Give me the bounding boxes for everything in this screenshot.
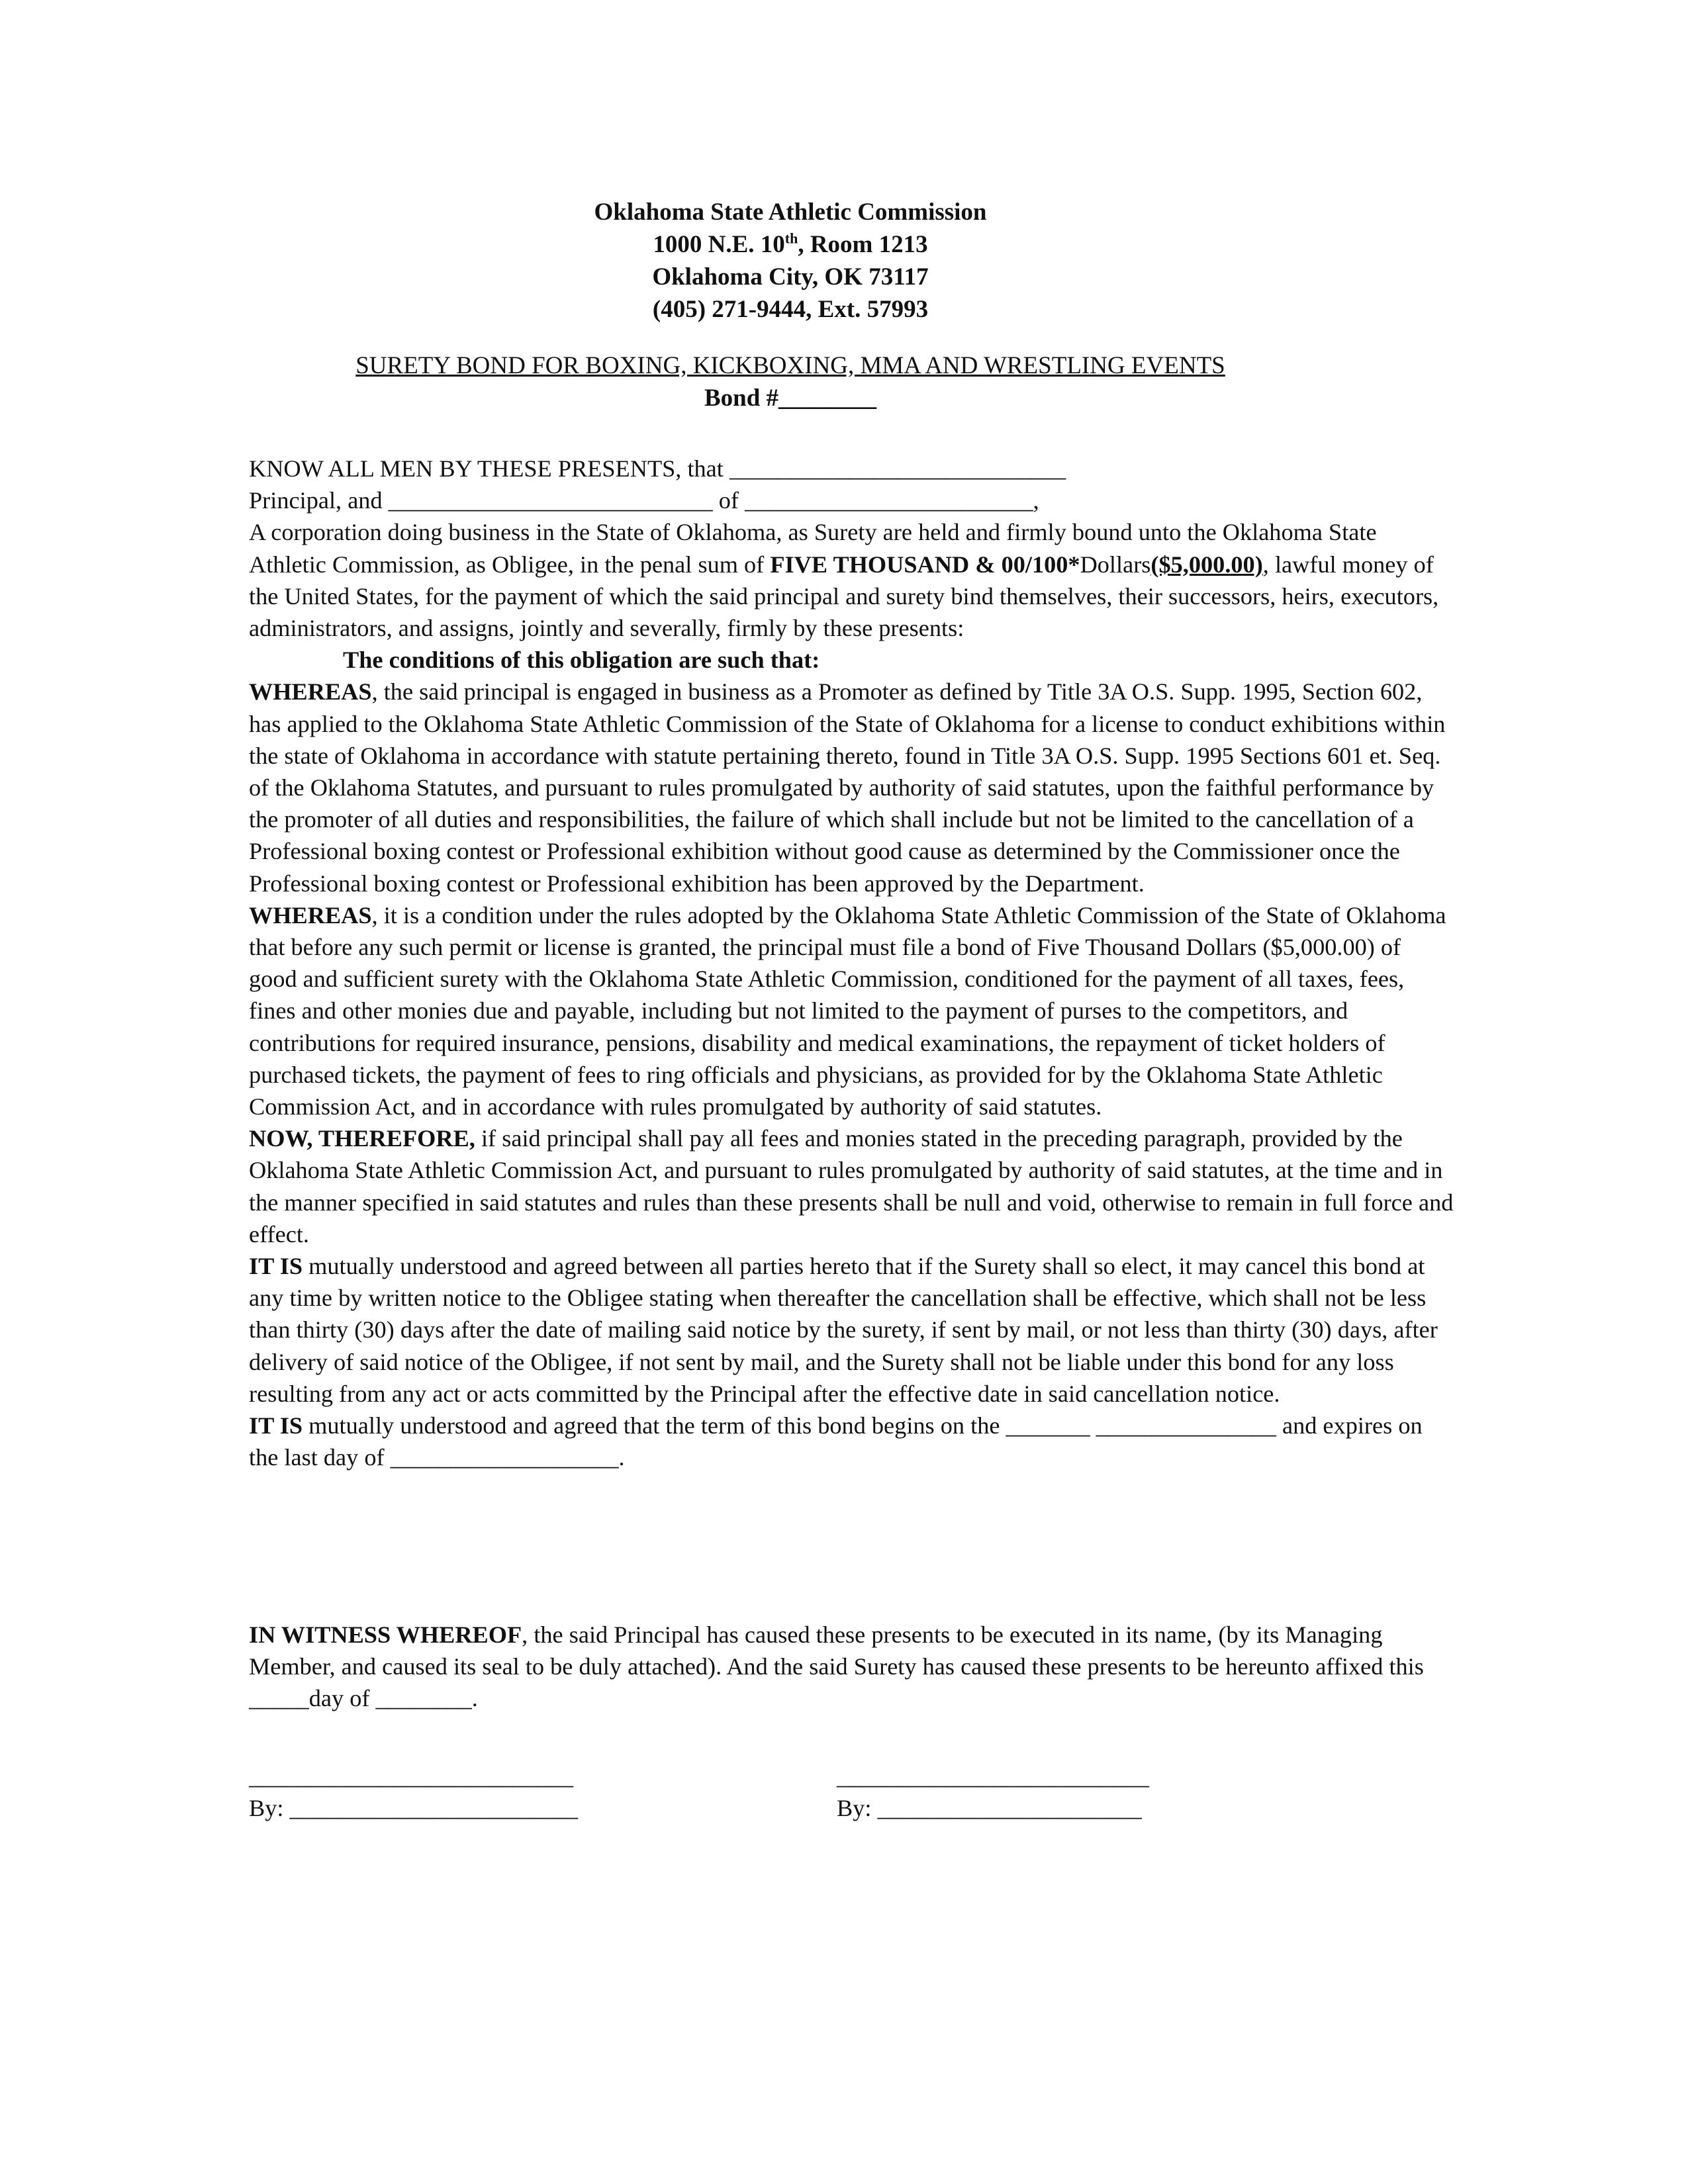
witness-paragraph: IN WITNESS WHEREOF, the said Principal has caused these presents to be executed in its name, (by its Managing Member, and caused its seal to be duly attached). And the said Surety has caused these presents to be hereunto affixed this _____day of ________. [249,1621,1424,1712]
whereas-paragraph-1: WHEREAS, the said principal is engaged in business as a Promoter as defined by Title 3A O.S. Supp. 1995, Section 602, has applied to the Oklahoma State Athletic Commission of the State of Oklahoma for a license to conduct exhibitions within the state of Oklahoma in accordance with statute pertaining thereto, found in Title 3A O.S. Supp. 1995 Sections 601 et. Seq. of the Oklahoma Statutes, and pursuant to rules promulgated by authority of said statutes, upon the faithful performance by the promoter of all duties and responsibilities, the failure of which shall include but not be limited to the cancellation of a Professional boxing contest or Professional exhibition without good cause as determined by the Commissioner once the Professional boxing contest or Professional exhibition has been approved by the Department. [249,678,1446,897]
phone-line: (405) 271-9444, Ext. 57993 [652,296,929,323]
bond-number: Bond #________ [704,385,877,412]
address-line [0,228,1581,261]
address-sup: th [784,230,798,247]
whereas-paragraph-2: WHEREAS, it is a condition under the rules adopted by the Oklahoma State Athletic Commission of the State of Oklahoma that before any such permit or license is granted, the principal must file a bond of Five Thousand Dollars ($5,000.00) of good and sufficient surety with the Oklahoma State Athletic Commission, conditioned for the payment of all taxes, fees, fines and other monies due and payable, including but not limited to the payment of purses to the competitors, and contributions for required insurance, pensions, disability and medical examinations, the repayment of ticket holders of purchased tickets, the payment of fees to ring officials and physicians, as provided for by the Oklahoma State Athletic Commission Act, and in accordance with rules promulgated by authority of said statutes. [249,901,1446,1120]
intro-paragraph: A corporation doing business in the State of Oklahoma, as Surety are held and firmly bound unto the Oklahoma State Athletic Commission, as Obligee, in the penal sum of FIVE THOUSAND & 00/100*Dollars($5,000.00), lawful money of the United States, for the payment of which the said principal and surety bind themselves, their successors, heirs, executors, administrators, and assigns, jointly and severally, firmly by these presents: [249,519,1439,642]
term-paragraph: IT IS mutually understood and agreed that the term of this bond begins on the _______ _______________ and expires on the last day of ___________________. [249,1412,1423,1471]
document-title: SURETY BOND FOR BOXING, KICKBOXING, MMA AND WRESTLING EVENTS [355,352,1225,379]
address-post: , Room 1213 [798,231,928,258]
amount-number: ($5,000.00) [1150,551,1263,578]
address-pre: 1000 N.E. 10 [653,231,785,258]
title-block [0,349,1581,414]
bond-body [249,453,1454,1474]
principal-by-line: By: ________________________ [249,1795,579,1821]
surety-signature-block [837,1760,1149,1824]
cancellation-paragraph: IT IS mutually understood and agreed between all parties hereto that if the Surety shall so elect, it may cancel this bond at any time by written notice to the Obligee stating when thereafter the cancellation shall be effective, which shall not be less than thirty (30) days after the date of mailing said notice by the surety, if sent by mail, or not less than thirty (30) days, after delivery of said notice of the Obligee, if not sent by mail, and the Surety shall not be liable under this bond for any loss resulting from any act or acts committed by the Principal after the effective date in said cancellation notice. [249,1253,1438,1407]
now-therefore-paragraph: NOW, THEREFORE, if said principal shall pay all fees and monies stated in the preceding paragraph, provided by the Oklahoma State Athletic Commission Act, and pursuant to rules promulgated by authority of said statutes, at the time and in the manner specified in said statutes and rules than these presents shall be null and void, otherwise to remain in full force and effect. [249,1125,1454,1248]
letterhead [0,196,1581,326]
intro-line-1: KNOW ALL MEN BY THESE PRESENTS, that ____________________________ [249,455,1066,482]
surety-by-line: By: ______________________ [837,1795,1142,1821]
principal-signature-block [249,1760,578,1824]
surety-name-line: __________________________ [837,1763,1149,1790]
org-name: Oklahoma State Athletic Commission [594,199,987,226]
amount-words: FIVE THOUSAND & 00/100* [770,551,1080,578]
witness-block [249,1619,1454,1715]
principal-name-line: ___________________________ [249,1763,574,1790]
conditions-heading: The conditions of this obligation are such that: [343,647,820,674]
city-line: Oklahoma City, OK 73117 [652,263,929,291]
intro-line-2: Principal, and ___________________________ of ________________________, [249,487,1039,514]
